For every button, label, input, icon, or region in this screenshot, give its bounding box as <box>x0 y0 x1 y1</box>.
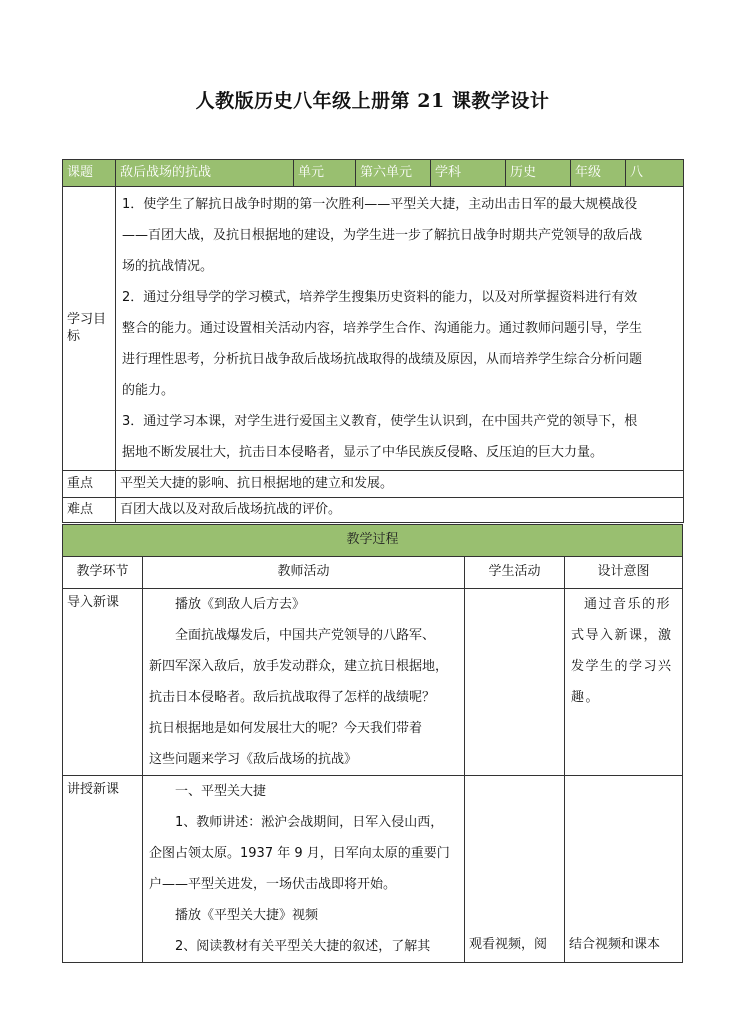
new-lesson-stage: 讲授新课 <box>63 776 143 963</box>
student-line: 观看视频，阅 <box>469 937 548 952</box>
lesson-header-row <box>63 160 684 187</box>
objective-line: 进行理性思考，分析抗日战争敌后战场抗战取得的战绩及原因，从而培养学生综合分析问题 <box>122 352 643 367</box>
subject-value: 历史 <box>506 160 571 187</box>
intro-design-intent <box>565 589 683 776</box>
teacher-line: 企图占领太原。1937 年 9 月，日军向太原的重要门 <box>149 846 450 861</box>
design-line: 结合视频和课本 <box>569 937 661 952</box>
objective-line: ——百团大战，及抗日根据地的建设，为学生进一步了解抗日战争时期共产党领导的敌后战 <box>122 228 643 243</box>
design-line: 趣。 <box>571 690 601 705</box>
column-design: 设计意图 <box>565 557 683 589</box>
teacher-line: 播放《平型关大捷》视频 <box>175 908 319 923</box>
teacher-line: 播放《到敌人后方去》 <box>175 597 306 612</box>
intro-row <box>63 589 683 776</box>
column-teacher: 教师活动 <box>143 557 465 589</box>
teaching-process-table <box>62 524 683 963</box>
objectives-text <box>116 187 684 471</box>
difficulty-value: 百团大战以及对敌后战场抗战的评价。 <box>116 498 684 523</box>
process-heading: 教学过程 <box>63 525 683 557</box>
process-columns-row <box>63 557 683 589</box>
lesson-value: 敌后战场的抗战 <box>116 160 294 187</box>
subject-label: 学科 <box>431 160 506 187</box>
unit-value: 第六单元 <box>356 160 431 187</box>
teacher-line: 新四军深入敌后，放手发动群众，建立抗日根据地， <box>149 659 449 674</box>
objective-line: 的能力。 <box>122 383 175 398</box>
lesson-label: 课题 <box>63 160 116 187</box>
design-line: 通过音乐的形 <box>584 597 672 612</box>
intro-student-activity <box>465 589 565 776</box>
intro-stage: 导入新课 <box>63 589 143 776</box>
teacher-line: 2、阅读教材有关平型关大捷的叙述，了解其 <box>175 939 431 954</box>
teacher-line: 全面抗战爆发后，中国共产党领导的八路军、 <box>175 628 436 643</box>
teacher-line: 户——平型关进发，一场伏击战即将开始。 <box>149 877 397 892</box>
column-student: 学生活动 <box>465 557 565 589</box>
objective-line: 整合的能力。通过设置相关活动内容，培养学生合作、沟通能力。通过教师问题引导，学生 <box>122 321 643 336</box>
unit-label: 单元 <box>294 160 356 187</box>
difficulty-label: 难点 <box>63 498 116 523</box>
design-line: 式导入新课，激 <box>571 628 673 643</box>
new-lesson-design-intent <box>565 776 683 963</box>
new-lesson-row <box>63 776 683 963</box>
key-point-value: 平型关大捷的影响、抗日根据地的建立和发展。 <box>116 471 684 498</box>
objective-line: 据地不断发展壮大，抗击日本侵略者，显示了中华民族反侵略、反压迫的巨大力量。 <box>122 445 604 460</box>
objectives-label: 学习目标 <box>63 187 116 471</box>
grade-value: 八 <box>626 160 684 187</box>
difficulty-row <box>63 498 684 523</box>
new-lesson-teacher-activity <box>143 776 465 963</box>
teacher-line: 一、平型关大捷 <box>175 784 267 799</box>
objective-line: 1．使学生了解抗日战争时期的第一次胜利——平型关大捷，主动出击日军的最大规模战役 <box>122 197 638 212</box>
objective-line: 场的抗战情况。 <box>122 259 214 274</box>
intro-teacher-activity <box>143 589 465 776</box>
objective-line: 2．通过分组导学的学习模式，培养学生搜集历史资料的能力，以及对所掌握资料进行有效 <box>122 290 638 305</box>
key-point-row <box>63 471 684 498</box>
teacher-line: 这些问题来学习《敌后战场的抗战》 <box>149 752 358 767</box>
design-line: 发学生的学习兴 <box>571 659 673 674</box>
new-lesson-student-activity <box>465 776 565 963</box>
teacher-line: 抗日根据地是如何发展壮大的呢？今天我们带着 <box>149 721 423 736</box>
process-heading-row <box>63 525 683 557</box>
objectives-row <box>63 187 684 471</box>
objective-line: 3．通过学习本课，对学生进行爱国主义教育，使学生认识到，在中国共产党的领导下，根 <box>122 414 638 429</box>
grade-label: 年级 <box>571 160 626 187</box>
page-title: 人教版历史八年级上册第 21 课教学设计 <box>195 90 550 112</box>
column-stage: 教学环节 <box>63 557 143 589</box>
teacher-line: 抗击日本侵略者。敌后抗战取得了怎样的战绩呢？ <box>149 690 436 705</box>
teacher-line: 1、教师讲述：淞沪会战期间，日军入侵山西， <box>175 815 444 830</box>
lesson-info-table <box>62 159 684 523</box>
key-point-label: 重点 <box>63 471 116 498</box>
